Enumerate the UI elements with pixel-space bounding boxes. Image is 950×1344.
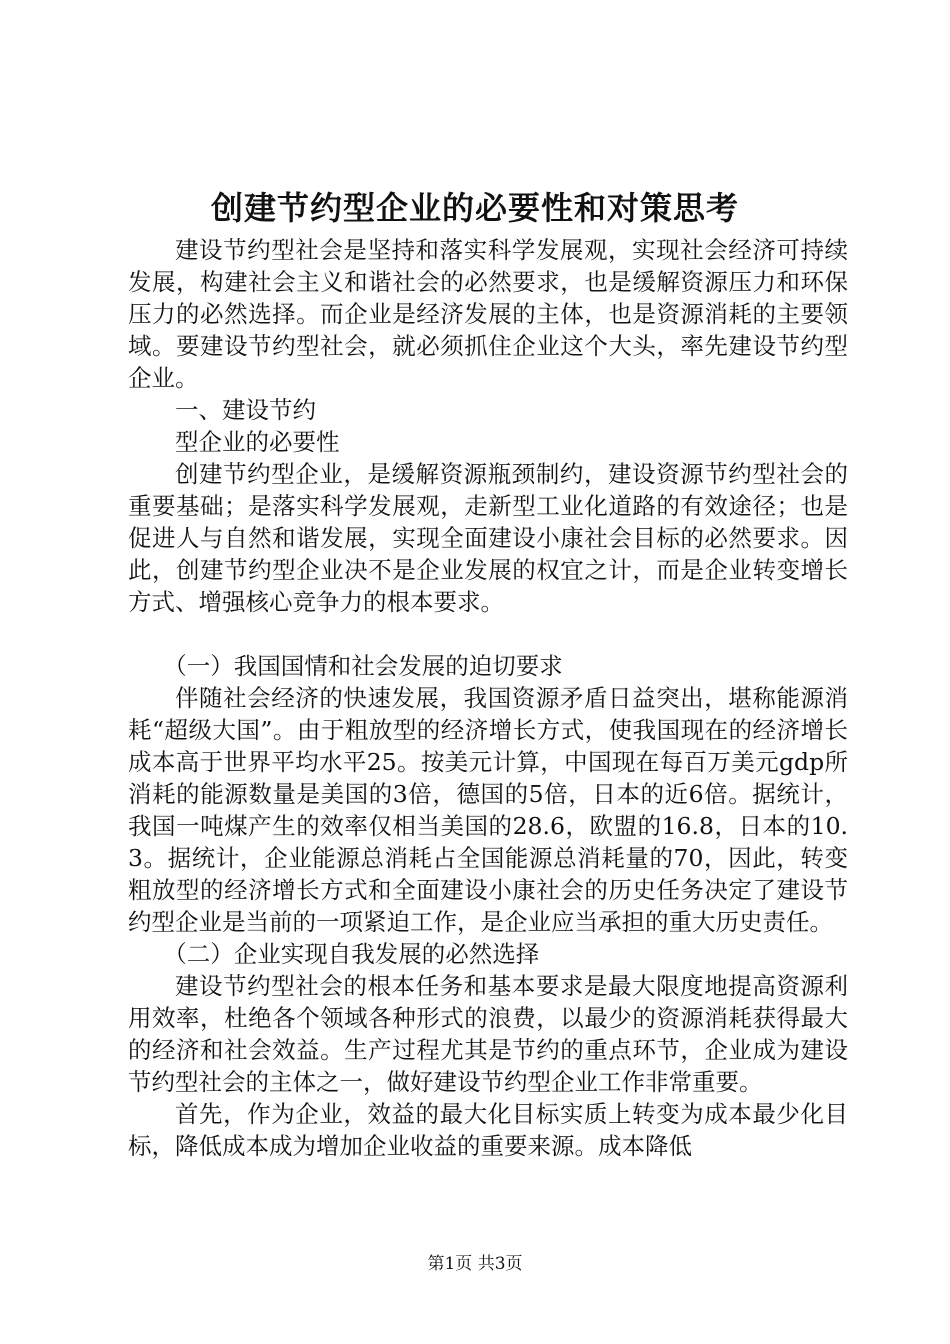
page-number-footer: 第1页 共3页 [427,1254,523,1274]
paragraph-necessity: 创建节约型企业，是缓解资源瓶颈制约，建设资源节约型社会的重要基础；是落实科学发展观，走新型工业化道路的有效途径；也是促进人与自然和谐发展，实现全面建设小康社会目标的必然要求。因此，创建节约型企业决不是企业发展的权宜之计，而是企业转变增长方式、增强核心竞争力的根本要求。 [128,460,848,616]
paragraph-cost-reduction: 首先，作为企业，效益的最大化目标实质上转变为成本最少化目标，降低成本成为增加企业收益的重要来源。成本降低 [128,1100,848,1160]
paragraph-enterprise-development: 建设节约型社会的根本任务和基本要求是最大限度地提高资源利用效率，杜绝各个领域各种形式的浪费，以最少的资源消耗获得最大的经济和社会效益。生产过程尤其是节约的重点环节，企业成为建设节约型社会的主体之一，做好建设节约型企业工作非常重要。 [128,972,848,1096]
paragraph-national-conditions: 伴随社会经济的快速发展，我国资源矛盾日益突出，堪称能源消耗“超级大国”。由于粗放型的经济增长方式，使我国现在的经济增长成本高于世界平均水平25。按美元计算，中国现在每百万美元gdp所消耗的能源数量是美国的3倍，德国的5倍，日本的近6倍。据统计，我国一吨煤产生的效率仅相当美国的28.6，欧盟的16.8，日本的10.3。据统计，企业能源总消耗占全国能源总消耗量的70，因此，转变粗放型的经济增长方式和全面建设小康社会的历史任务决定了建设节约型企业是当前的一项紧迫工作，是企业应当承担的重大历史责任。 [128,684,848,936]
section-heading-1a: 一、建设节约 [175,396,316,424]
paragraph-spacer [128,618,848,650]
section-heading-1b: 型企业的必要性 [175,428,340,456]
document-title: 创建节约型企业的必要性和对策思考 [210,189,739,227]
document-body [128,234,848,1162]
subsection-heading-2: （二）企业实现自我发展的必然选择 [163,940,540,968]
paragraph-intro: 建设节约型社会是坚持和落实科学发展观，实现社会经济可持续发展，构建社会主义和谐社会的必然要求，也是缓解资源压力和环保压力的必然选择。而企业是经济发展的主体，也是资源消耗的主要领域。要建设节约型社会，就必须抓住企业这个大头，率先建设节约型企业。 [128,236,848,392]
subsection-heading-1: （一）我国国情和社会发展的迫切要求 [163,652,563,680]
